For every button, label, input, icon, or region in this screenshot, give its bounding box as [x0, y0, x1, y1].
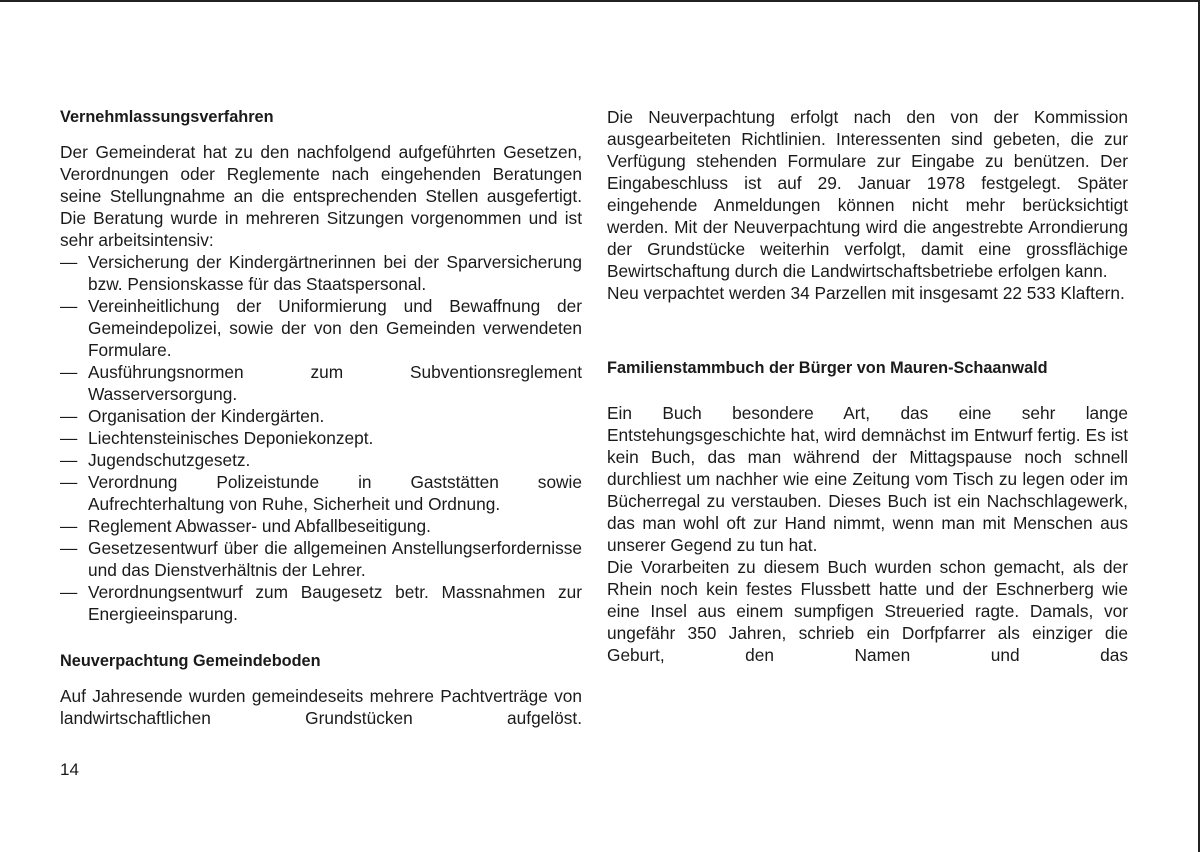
list-item: — Verordnungsentwurf zum Baugesetz betr. Massnahmen zur Energieeinsparung. — [60, 581, 582, 625]
list-item: — Gesetzesentwurf über die allgemeinen Anstellungserfordernisse und das Dienstverhältnis der Lehrer. — [60, 537, 582, 581]
neuverpachtung-continued-paragraph: Die Neuverpachtung erfolgt nach den von der Kommission ausgearbeiteten Richtlinien. Interessenten sind gebeten, die zur Verfügung stehenden Formulare zur Eingabe zu benützen. Der Eingabeschluss ist auf 29. Januar 1978 festgelegt. Später eingehende Anmeldungen können nicht mehr berücksichtigt werden. Mit der Neuverpachtung wird die angestrebte Arrondierung der Grundstücke weiterhin verfolgt, damit eine grossflächige Bewirtschaftung durch die Landwirtschaftsbetriebe erfolgen kann. — [607, 107, 1128, 281]
parzellen-paragraph: Neu verpachtet werden 34 Parzellen mit insgesamt 22 533 Klaftern. — [607, 283, 1125, 303]
right-column — [607, 106, 1128, 666]
list-item: — Jugendschutzgesetz. — [60, 449, 582, 471]
heading-neuverpachtung: Neuverpachtung Gemeindeboden — [60, 652, 321, 670]
heading-vernehmlassungsverfahren: Vernehmlassungsverfahren — [60, 108, 274, 126]
list-item: — Reglement Abwasser- und Abfallbeseitigung. — [60, 515, 582, 537]
list-item: — Verordnung Polizeistunde in Gaststätten sowie Aufrechterhaltung von Ruhe, Sicherheit und Ordnung. — [60, 471, 582, 515]
familienstammbuch-paragraph: Ein Buch besondere Art, das eine sehr lange Entstehungsgeschichte hat, wird demnächst im Entwurf fertig. Es ist kein Buch, das man während der Mittagspause noch schnell durchliest um nachher wie eine Zeitung vom Tisch zu legen oder im Bücherregal zu verstauben. Dieses Buch ist ein Nachschlagewerk, das man wohl oft zur Hand nimmt, wenn man mit Menschen aus unserer Gegend zu tun hat. — [607, 403, 1128, 555]
heading-familienstammbuch: Familienstammbuch der Bürger von Mauren-Schaanwald — [607, 359, 1048, 377]
neuverpachtung-paragraph: Auf Jahresende wurden gemeindeseits mehrere Pachtverträge von landwirtschaftlichen Grundstücken aufgelöst. — [60, 686, 582, 728]
list-item: — Ausführungsnormen zum Subventionsreglement Wasserversorgung. — [60, 361, 582, 405]
list-item: — Organisation der Kindergärten. — [60, 405, 582, 427]
list-item: — Liechtensteinisches Deponiekonzept. — [60, 427, 582, 449]
list-item: — Versicherung der Kindergärtnerinnen bei der Sparversicherung bzw. Pensionskasse für das Staatspersonal. — [60, 251, 582, 295]
intro-paragraph: Der Gemeinderat hat zu den nachfolgend aufgeführten Gesetzen, Verordnungen oder Reglemente nach eingehenden Beratungen seine Stellungnahme an die entsprechenden Stellen ausgefertigt. Die Beratung wurde in mehreren Sitzungen vorgenommen und ist sehr arbeitsintensiv: — [60, 142, 582, 250]
law-list — [60, 251, 582, 625]
list-item: — Vereinheitlichung der Uniformierung und Bewaffnung der Gemeindepolizei, sowie der von den Gemeinden verwendeten Formulare. — [60, 295, 582, 361]
left-column — [60, 106, 582, 729]
page-number: 14 — [60, 760, 79, 779]
vorarbeiten-paragraph: Die Vorarbeiten zu diesem Buch wurden schon gemacht, als der Rhein noch kein festes Flussbett hatte und der Eschnerberg wie eine Insel aus einem sumpfigen Streueried ragte. Damals, vor ungefähr 350 Jahren, schrieb ein Dorfpfarrer als einziger die Geburt, den Namen und das — [607, 557, 1128, 665]
